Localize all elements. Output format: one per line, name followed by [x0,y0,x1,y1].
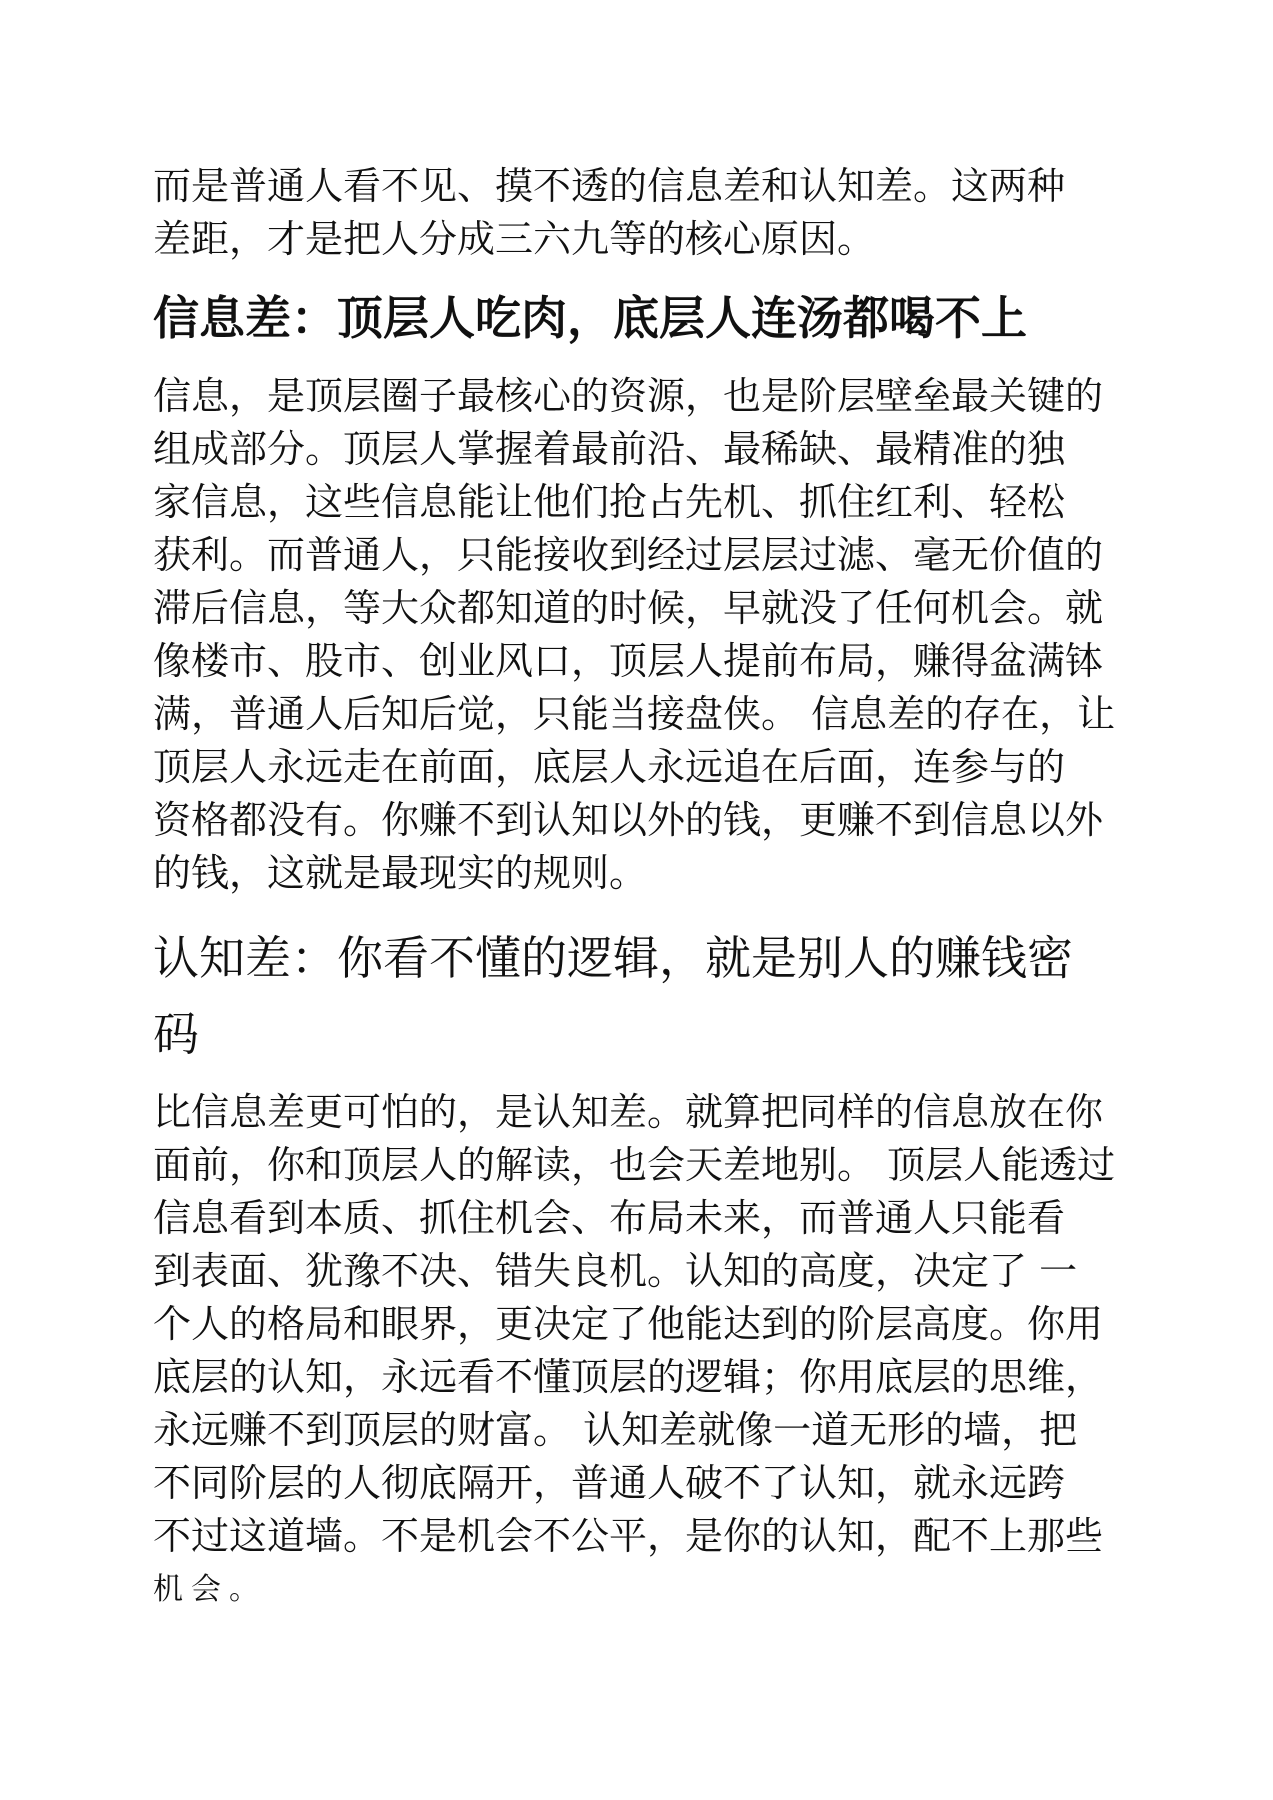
text-line: 面前，你和顶层人的解读，也会天差地别。 顶层人能透过 [153,1143,1116,1187]
text-line: 个人的格局和眼界，更决定了他能达到的阶层高度。你用 [153,1302,1104,1346]
text-line-last: 机会。 [153,1572,267,1607]
text-line: 获利。而普通人，只能接收到经过层层过滤、毫无价值的 [153,533,1104,577]
text-line: 资格都没有。你赚不到认知以外的钱，更赚不到信息以外 [153,798,1104,842]
text-line: 差距，才是把人分成三六九等的核心原因。 [153,217,876,261]
text-line: 组成部分。顶层人掌握着最前沿、最稀缺、最精准的独 [153,427,1066,471]
text-line: 比信息差更可怕的，是认知差。就算把同样的信息放在你 [153,1090,1104,1134]
text-line: 到表面、犹豫不决、错失良机。认知的高度，决定了 一 [153,1249,1078,1293]
text-line: 不同阶层的人彻底隔开，普通人破不了认知，就永远跨 [153,1461,1066,1505]
text-line: 底层的认知，永远看不懂顶层的逻辑；你用底层的思维， [153,1355,1104,1399]
section-heading-cognition-gap [153,920,1133,1072]
article [153,160,1133,1616]
section-heading-information-gap: 信息差：顶层人吃肉，底层人连汤都喝不上 [153,291,1027,345]
text-line: 顶层人永远走在前面，底层人永远追在后面，连参与的 [153,745,1066,789]
section-paragraph-information-gap [153,370,1133,900]
text-line: 永远赚不到顶层的财富。 认知差就像一道无形的墙，把 [153,1408,1078,1452]
text-line: 信息看到本质、抓住机会、布局未来，而普通人只能看 [153,1196,1066,1240]
section-paragraph-cognition-gap [153,1086,1133,1616]
text-line: 家信息，这些信息能让他们抢占先机、抓住红利、轻松 [153,480,1066,524]
text-line: 而是普通人看不见、摸不透的信息差和认知差。这两种 [153,164,1066,208]
heading-line: 码 [153,1007,199,1061]
text-line: 的钱，这就是最现实的规则。 [153,851,648,895]
text-line: 信息，是顶层圈子最核心的资源，也是阶层壁垒最关键的 [153,374,1104,418]
text-line: 像楼市、股市、创业风口，顶层人提前布局，赚得盆满钵 [153,639,1104,683]
text-line: 满，普通人后知后觉，只能当接盘侠。 信息差的存在，让 [153,692,1116,736]
heading-line: 认知差：你看不懂的逻辑，就是别人的赚钱密 [153,931,1073,985]
intro-paragraph [153,160,1133,266]
text-line: 滞后信息，等大众都知道的时候，早就没了任何机会。就 [153,586,1104,630]
text-line: 不过这道墙。不是机会不公平，是你的认知，配不上那些 [153,1514,1104,1558]
